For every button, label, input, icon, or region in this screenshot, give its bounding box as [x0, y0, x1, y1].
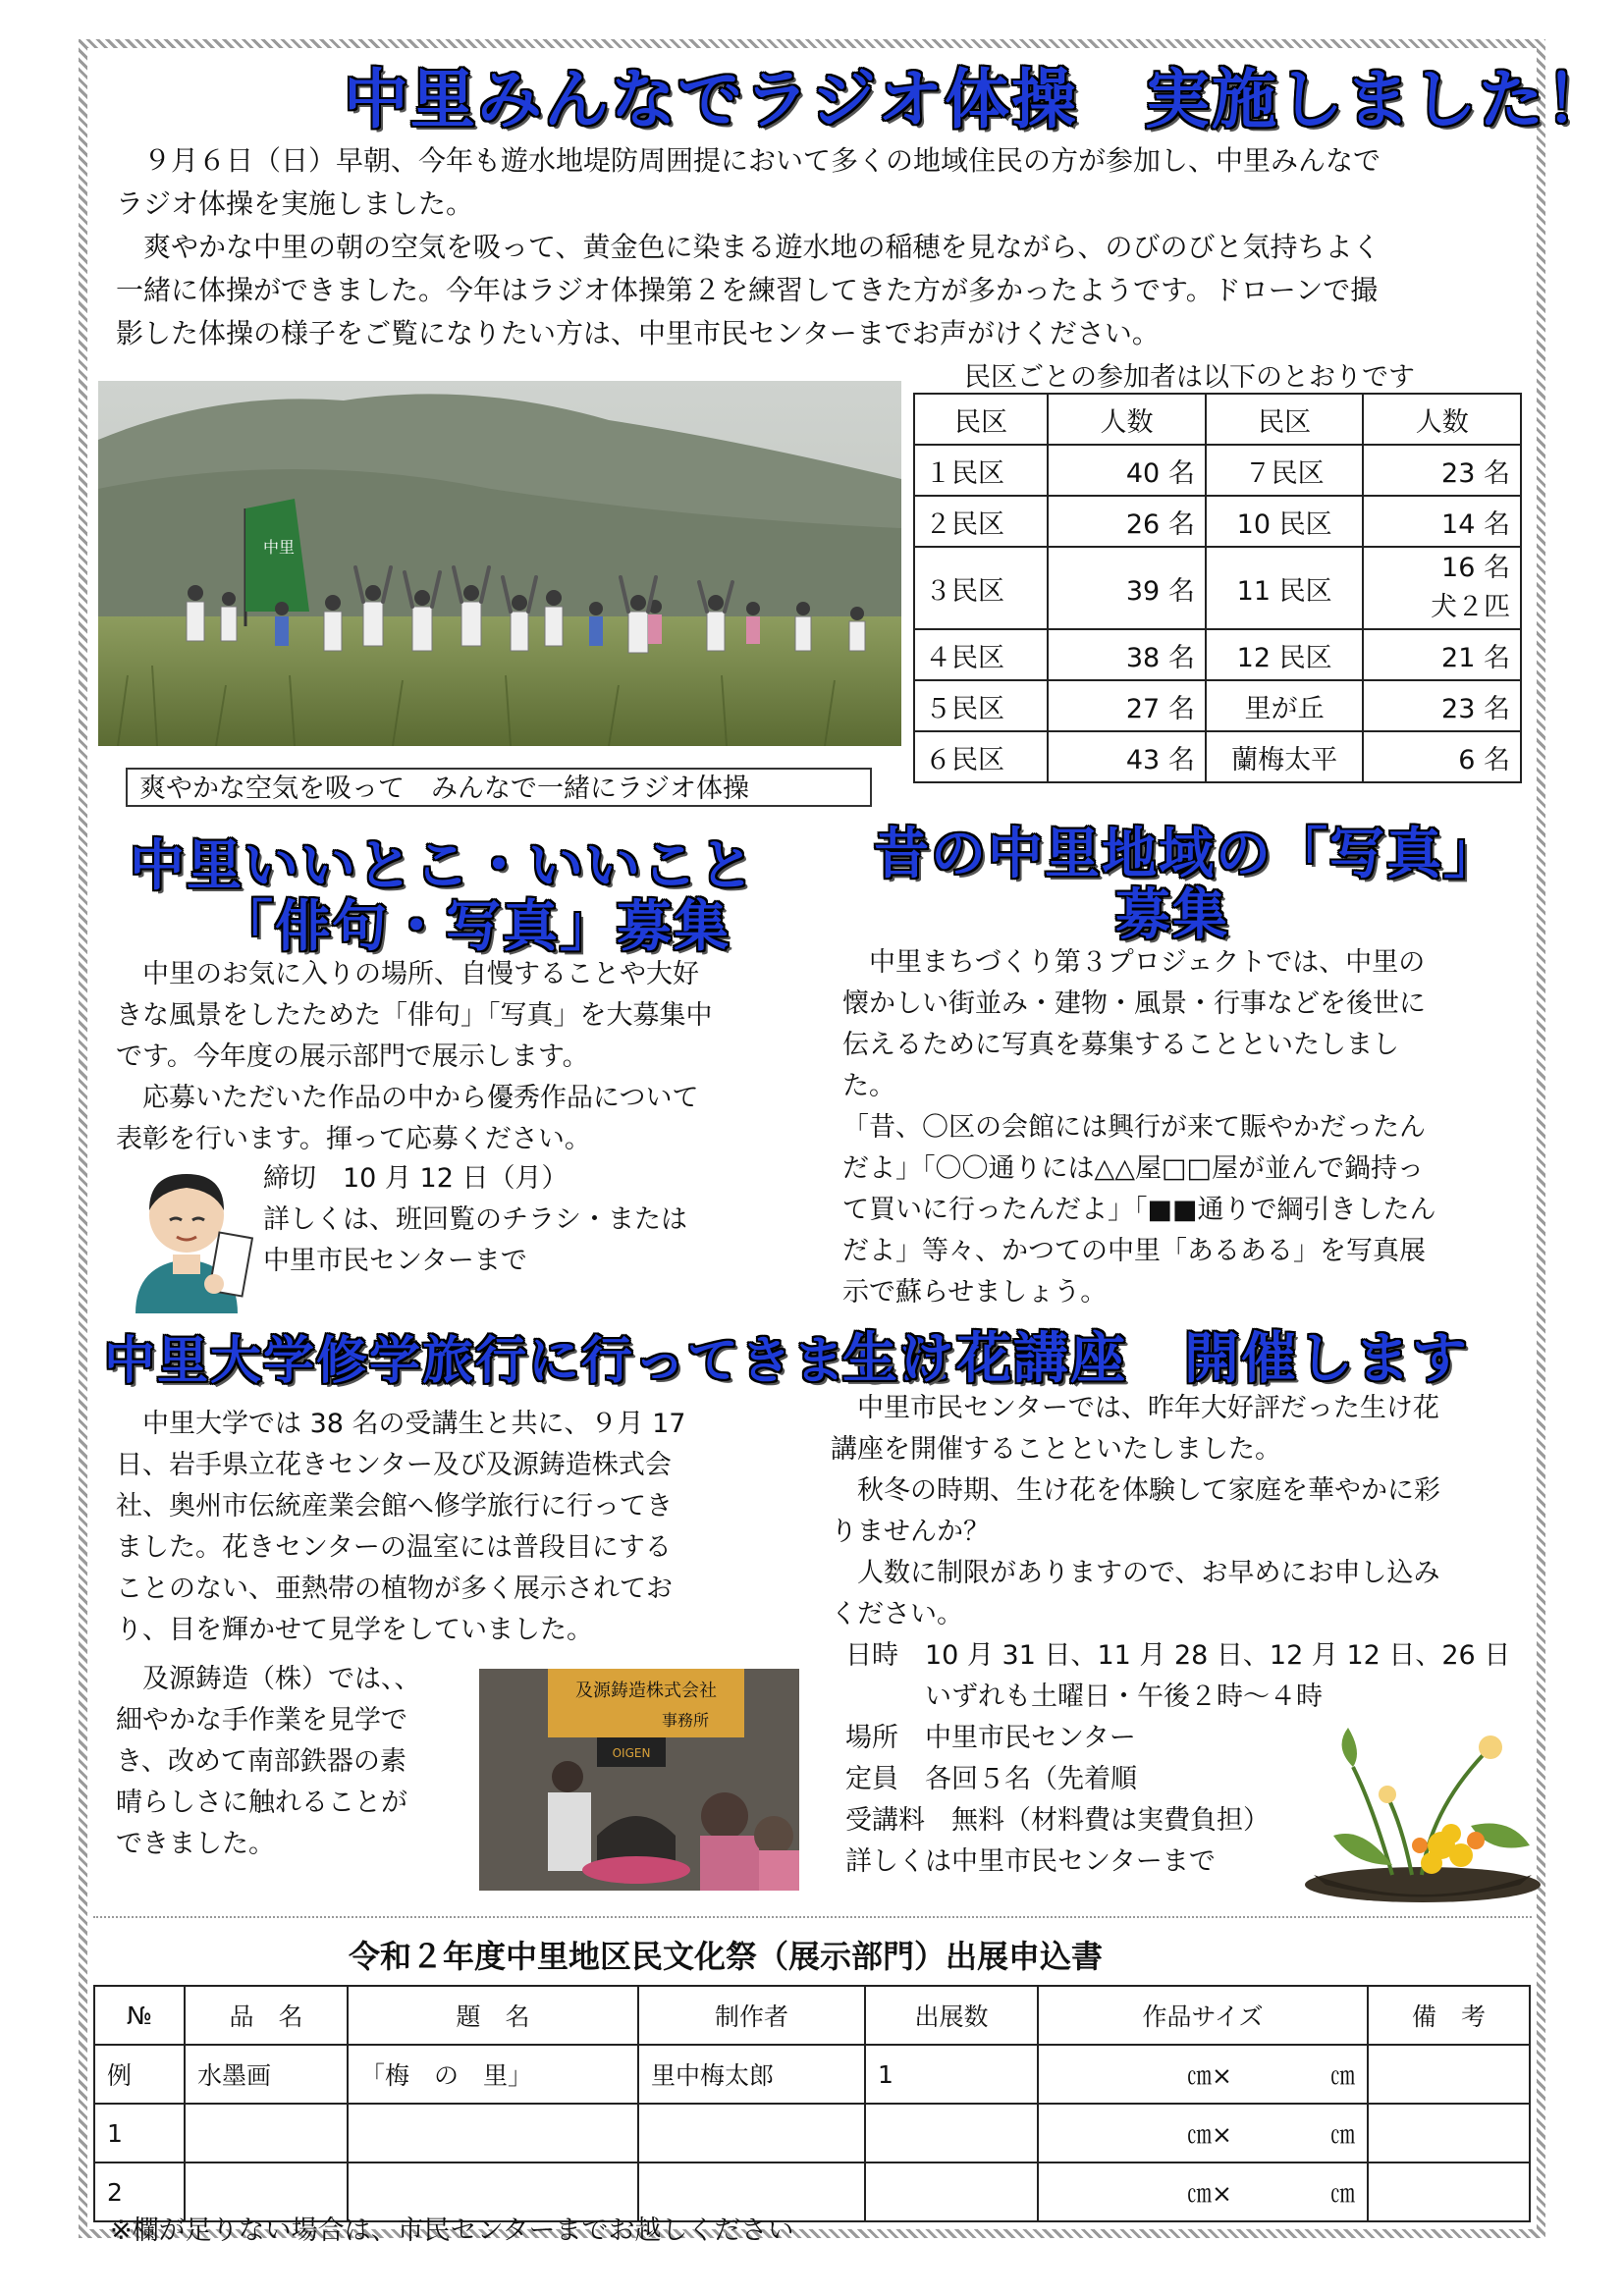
count-cell[interactable] [865, 2104, 1038, 2163]
no-cell: 1 [94, 2104, 185, 2163]
trip-line: 社、奥州市伝統産業会館へ修学旅行に行ってき [116, 1491, 673, 1522]
header-cell: 民区 [1206, 394, 1364, 445]
count-cell[interactable]: 1 [865, 2045, 1038, 2104]
foundry-logo: OIGEN [612, 1746, 651, 1760]
district-cell: ５民区 [914, 680, 1048, 731]
foundry-photo [479, 1669, 799, 1891]
header-cell: 民区 [914, 394, 1048, 445]
ikebana-title: 生け花講座 開催します [842, 1327, 1469, 1391]
ikebana-line: ください。 [831, 1599, 963, 1629]
article1-line: 爽やかな中里の朝の空気を吸って、黄金色に染まる遊水地の稲穂を見ながら、のびのびと気持ちよく [116, 231, 1380, 263]
article1-line: ９月６日（日）早朝、今年も遊水地堤防周囲提において多くの地域住民の方が参加し、中里みんなで [116, 144, 1381, 177]
count-cell: 38 名 [1048, 629, 1206, 680]
ikebana-time: いずれも土曜日・午後２時～４時 [819, 1682, 1323, 1712]
trip-line: 日、岩手県立花きセンター及び及源鋳造株式会 [116, 1450, 672, 1480]
count-cell[interactable] [865, 2163, 1038, 2221]
district-cell: ４民区 [914, 629, 1048, 680]
count-cell: 23 名 [1363, 680, 1521, 731]
haiku-line: 中里のお気に入りの場所、自慢することや大好 [116, 959, 699, 989]
table-header-row [914, 394, 1521, 445]
district-cell: 12 民区 [1206, 629, 1364, 680]
application-table [93, 1985, 1531, 2222]
district-cell: 里が丘 [1206, 680, 1364, 731]
ikebana-capacity: 定員 各回５名（先着順 [819, 1764, 1137, 1794]
ikebana-line: 人数に制限がありますので、お早めにお申し込み [831, 1558, 1440, 1588]
ikebana-fee: 受講料 無料（材料費は実費負担） [819, 1805, 1270, 1836]
radio-taiso-photo [98, 381, 901, 746]
ikebana-line: 中里市民センターでは、昨年大好評だった生け花 [831, 1393, 1439, 1423]
header-cell: 備 考 [1368, 1986, 1530, 2045]
trip-line: 晴らしさに触れることが [116, 1788, 407, 1818]
foundry-sign-office: 事務所 [661, 1711, 710, 1730]
haiku-line: 応募いただいた作品の中から優秀作品について [116, 1083, 699, 1113]
haiku-detail-line: 詳しくは、班回覧のチラシ・または [263, 1204, 687, 1235]
ikebana-illustration [1294, 1708, 1551, 1904]
haiku-details [263, 1158, 687, 1282]
table-row [94, 2104, 1530, 2163]
headline-radio-taiso: 中里みんなでラジオ体操 実施しました！ [344, 62, 1612, 137]
district-cell: 10 民区 [1206, 496, 1364, 547]
trip-line: 及源鋳造（株）では、、 [116, 1664, 421, 1694]
district-cell: １民区 [914, 445, 1048, 496]
district-cell: 11 民区 [1206, 547, 1364, 629]
haiku-detail-line: 中里市民センターまで [263, 1246, 527, 1276]
trip-line: 中里大学では 38 名の受講生と共に、９月 17 [116, 1409, 686, 1439]
header-cell: 題 名 [348, 1986, 638, 2045]
note-cell[interactable] [1368, 2163, 1530, 2221]
haiku-line: 表彰を行います。揮って応募ください。 [116, 1124, 591, 1154]
trip-line: できました。 [116, 1829, 275, 1859]
item-cell[interactable]: 水墨画 [185, 2045, 348, 2104]
trip-line: 細やかな手作業を見学で [116, 1705, 407, 1735]
header-cell: 人数 [1048, 394, 1206, 445]
participants-table [913, 393, 1522, 783]
district-cell: ７民区 [1206, 445, 1364, 496]
district-cell: ２民区 [914, 496, 1048, 547]
trip-line: き、改めて南部鉄器の素 [116, 1746, 406, 1777]
haiku-line: きな風景をしたためた「俳句」「写真」を大募集中 [116, 1000, 713, 1031]
ikebana-contact: 詳しくは中里市民センターまで [819, 1846, 1216, 1877]
trip-line: り、目を輝かせて見学をしていました。 [116, 1615, 593, 1645]
trip-body-2 [116, 1659, 421, 1865]
oldphoto-line: 懐かしい街並み・建物・風景・行事などを後世に [842, 988, 1426, 1019]
ikebana-line: りませんか？ [831, 1517, 990, 1547]
oldphoto-line: 「昔、〇区の会館には興行が来て賑やかだったん [842, 1112, 1426, 1143]
size-cell[interactable]: ㎝× ㎝ [1038, 2104, 1368, 2163]
header-cell: 人数 [1363, 394, 1521, 445]
ikebana-date: 日時 10 月 31 日、11 月 28 日、12 月 12 日、26 日 [819, 1640, 1511, 1671]
count-cell: 6 名 [1363, 731, 1521, 782]
ikebana-line: 秋冬の時期、生け花を体験して家庭を華やかに彩 [831, 1475, 1440, 1506]
haiku-title-2: 「俳句・写真」募集 [218, 895, 731, 959]
participants-caption: 民区ごとの参加者は以下のとおりです [964, 362, 1415, 393]
header-cell: 制作者 [638, 1986, 865, 2045]
application-title: 令和２年度中里地区民文化祭（展示部門）出展申込書 [349, 1938, 1104, 1975]
haiku-line: です。今年度の展示部門で展示します。 [116, 1041, 589, 1072]
flag-text: 中里 [263, 538, 296, 557]
trip-line: ことのない、亜熱帯の植物が多く展示されてお [116, 1574, 673, 1604]
size-cell[interactable]: ㎝× ㎝ [1038, 2045, 1368, 2104]
title-cell[interactable]: 「梅 の 里」 [348, 2045, 638, 2104]
count-value: 16 名 [1441, 553, 1510, 583]
note-cell[interactable] [1368, 2045, 1530, 2104]
count-cell: 40 名 [1048, 445, 1206, 496]
oldphoto-body [842, 942, 1436, 1313]
table-row [914, 629, 1521, 680]
count-cell: 21 名 [1363, 629, 1521, 680]
article1-line: ラジオ体操を実施しました。 [116, 187, 474, 220]
count-cell: 39 名 [1048, 547, 1206, 629]
haiku-title-1: 中里いいとこ・いいこと [130, 834, 756, 898]
table-row [914, 731, 1521, 782]
table-row [914, 547, 1521, 629]
trip-body [116, 1404, 685, 1651]
section-divider [93, 1916, 1532, 1918]
table-header-row [94, 1986, 1530, 2045]
count-cell: 26 名 [1048, 496, 1206, 547]
header-cell: 品 名 [185, 1986, 348, 2045]
district-cell: ３民区 [914, 547, 1048, 629]
oldphoto-line: て買いに行ったんだよ」「■■通りで綱引きしたん [842, 1195, 1436, 1225]
district-cell: ６民区 [914, 731, 1048, 782]
haiku-deadline: 締切 10 月 12 日（月） [263, 1163, 568, 1194]
oldphoto-line: だよ」等々、かつての中里「あるある」を写真展 [842, 1236, 1426, 1266]
count-cell: 23 名 [1363, 445, 1521, 496]
reporter-illustration [116, 1156, 258, 1313]
foundry-sign-name: 及源鋳造株式会社 [575, 1681, 717, 1701]
dog-count: 犬２匹 [1431, 592, 1510, 622]
article1-line: 一緒に体操ができました。今年はラジオ体操第２を練習してきた方が多かったようです。ドローンで撮 [116, 274, 1379, 306]
radio-photo-caption: 爽やかな空気を吸って みんなで一緒にラジオ体操 [126, 768, 872, 807]
ikebana-body [831, 1388, 1440, 1635]
application-note: ※欄が足りない場合は、市民センターまでお越しください [110, 2216, 794, 2246]
oldphoto-line: 中里まちづくり第３プロジェクトでは、中里の [842, 947, 1426, 978]
table-row [94, 2045, 1530, 2104]
header-cell: № [94, 1986, 185, 2045]
title-cell[interactable] [348, 2104, 638, 2163]
article1-body [116, 139, 1380, 355]
item-cell[interactable] [185, 2104, 348, 2163]
trip-line: ました。花きセンターの温室には普段目にする [116, 1532, 672, 1563]
article1-line: 影した体操の様子をご覧になりたい方は、中里市民センターまでお声がけください。 [116, 317, 1160, 349]
table-row [914, 445, 1521, 496]
trip-title: 中里大学修学旅行に行ってきました [104, 1332, 953, 1391]
maker-cell[interactable] [638, 2104, 865, 2163]
table-row [914, 496, 1521, 547]
count-cell: 43 名 [1048, 731, 1206, 782]
count-cell: 14 名 [1363, 496, 1521, 547]
no-cell: 例 [94, 2045, 185, 2104]
count-cell [1363, 547, 1521, 629]
maker-cell[interactable]: 里中梅太郎 [638, 2045, 865, 2104]
oldphoto-line: 示で蘇らせましょう。 [842, 1277, 1108, 1308]
size-cell[interactable]: ㎝× ㎝ [1038, 2163, 1368, 2221]
no-cell: 2 [94, 2163, 185, 2221]
oldphoto-line: だよ」「〇〇通りには△△屋□□屋が並んで鍋持っ [842, 1153, 1425, 1184]
oldphoto-title-1: 昔の中里地域の「写真」 [874, 823, 1500, 886]
table-row [914, 680, 1521, 731]
ikebana-place: 場所 中里市民センター [819, 1723, 1136, 1753]
header-cell: 作品サイズ [1038, 1986, 1368, 2045]
oldphoto-line: た。 [842, 1071, 895, 1101]
ikebana-line: 講座を開催することといたしました。 [831, 1434, 1281, 1465]
haiku-body [116, 954, 713, 1160]
oldphoto-title-2: 募集 [1115, 883, 1229, 947]
district-cell: 蘭梅太平 [1206, 731, 1364, 782]
note-cell[interactable] [1368, 2104, 1530, 2163]
count-cell: 27 名 [1048, 680, 1206, 731]
oldphoto-line: 伝えるために写真を募集することといたしまし [842, 1030, 1399, 1060]
header-cell: 出展数 [865, 1986, 1038, 2045]
